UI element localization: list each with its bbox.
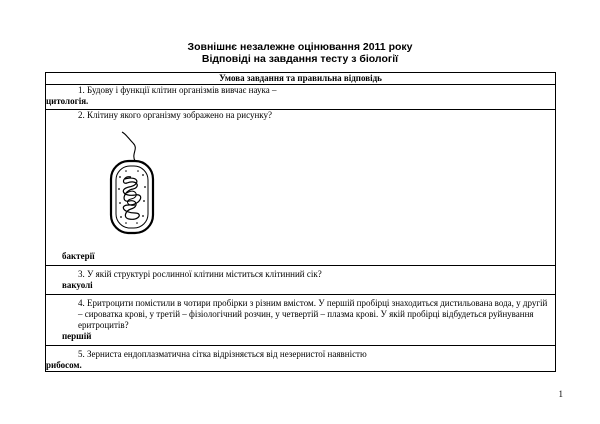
document-title: Зовнішнє незалежне оцінювання 2011 року [187, 41, 413, 53]
table-header-row [46, 73, 556, 85]
table-row [46, 85, 556, 110]
document-subtitle: Відповіді на завдання тесту з біології [201, 53, 399, 65]
answer-text: вакуолі [62, 280, 93, 290]
answers-table [45, 72, 556, 372]
answer-text: рибосом. [46, 360, 82, 370]
question-cell [46, 346, 556, 372]
question-text: 2. Клітину якого організму зображено на рисунку? [78, 110, 273, 120]
question-text: 4. Еритроцити помістили в чотири пробірки з різним вмістом. У першій пробірці знаходиться дистильована вода, у другій – сироватка крові, у третій – фізіологічний розчин, у четвертій – плазма крові. У якій пробірці відбудеться руйнування еритроцитів? [78, 298, 548, 330]
answer-text: першій [62, 331, 92, 341]
question-cell [46, 266, 556, 295]
question-cell [46, 295, 556, 346]
column-header: Умова завдання та правильна відповідь [46, 73, 556, 85]
answer-text: цитологія. [46, 96, 89, 106]
question-text: 3. У якій структурі рослинної клітини міститься клітинний сік? [78, 269, 322, 279]
table-row [46, 110, 556, 266]
page-number: 1 [558, 389, 563, 399]
bacterium-illustration-icon [101, 127, 161, 237]
question-text: 1. Будову і функції клітин організмів вивчає наука – [78, 85, 277, 95]
table-row [46, 346, 556, 372]
question-text: 5. Зерниста ендоплазматична сітка відрізняється від незернистої наявністю [78, 349, 367, 359]
answer-text: бактерії [62, 251, 95, 261]
table-row [46, 295, 556, 346]
question-cell [46, 85, 556, 110]
table-row [46, 266, 556, 295]
question-cell [46, 110, 556, 266]
